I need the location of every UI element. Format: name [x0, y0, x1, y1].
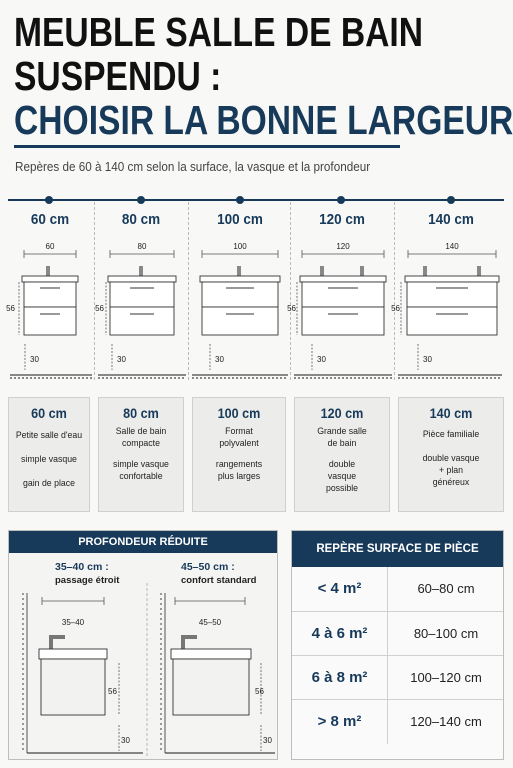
title-line-1: MEUBLE SALLE DE BAIN	[14, 9, 424, 55]
surface-area: 6 à 8 m²	[292, 656, 388, 700]
dim-gap-text: 30	[215, 355, 224, 364]
surface-range: 100–120 cm	[410, 670, 482, 685]
title-underline	[14, 145, 400, 148]
dim-width-text: 80	[137, 242, 147, 251]
dim-gap-text: 30	[30, 355, 39, 364]
width-label-100: 100 cm	[217, 211, 263, 228]
depth-left-sub: passage étroit	[55, 575, 120, 586]
timeline-dot	[45, 196, 53, 204]
depth-left-gap: 30	[121, 736, 130, 745]
card-60	[8, 397, 90, 512]
timeline-dot	[447, 196, 455, 204]
surface-range: 60–80 cm	[417, 581, 475, 596]
card-line: gain de place	[22, 478, 76, 489]
table-row	[292, 655, 503, 699]
column-separator	[188, 202, 189, 380]
card-line: double vasque + plan généreux	[422, 453, 480, 488]
depth-right-gap: 30	[263, 736, 272, 745]
card-line: Salle de bain compacte	[115, 426, 167, 449]
timeline-dot	[337, 196, 345, 204]
dim-height-text: 56	[95, 304, 104, 313]
card-line: simple vasque	[21, 454, 77, 465]
depth-header: PROFONDEUR RÉDUITE	[9, 531, 277, 553]
width-label-120: 120 cm	[319, 211, 365, 228]
card-line: double vasque possible	[325, 459, 359, 494]
card-100	[192, 397, 286, 512]
surface-table	[291, 530, 504, 760]
cabinet-diagram-80	[96, 236, 188, 382]
table-row	[292, 611, 503, 655]
depth-right-height: 56	[255, 687, 264, 696]
card-140	[398, 397, 504, 512]
width-label-140: 140 cm	[428, 211, 474, 228]
width-label-80: 80 cm	[121, 211, 161, 228]
column-separator	[394, 202, 395, 380]
depth-panel	[8, 530, 278, 760]
depth-right-title: 45–50 cm :	[181, 561, 235, 573]
surface-range: 80–100 cm	[413, 626, 479, 641]
dim-gap-text: 30	[423, 355, 432, 364]
subtitle: Repères de 60 à 140 cm selon la surface, la vasque et la profondeur	[15, 159, 371, 174]
card-line: rangements plus larges	[215, 459, 263, 482]
dim-gap-text: 30	[117, 355, 126, 364]
dim-height-text: 56	[6, 304, 15, 313]
cabinet-diagram-120	[287, 236, 394, 382]
card-line: simple vasque confortable	[113, 459, 169, 482]
table-row	[292, 567, 503, 611]
surface-area: > 8 m²	[292, 700, 388, 744]
dim-width-text: 120	[336, 242, 350, 251]
card-line: Petite salle d'eau	[15, 430, 83, 441]
dim-width-text: 140	[445, 242, 459, 251]
title-line-3: CHOISIR LA BONNE LARGEUR	[14, 97, 513, 143]
width-timeline	[8, 199, 504, 201]
dim-gap-text: 30	[317, 355, 326, 364]
card-title: 80 cm	[123, 405, 159, 421]
depth-left-height: 56	[108, 687, 117, 696]
cabinet-diagram-100	[190, 236, 290, 382]
card-line: Grande salle de bain	[317, 426, 367, 449]
card-title: 120 cm	[320, 405, 364, 421]
surface-area: < 4 m²	[292, 567, 388, 611]
width-label-60: 60 cm	[30, 211, 70, 228]
timeline-dot	[236, 196, 244, 204]
depth-left-title: 35–40 cm :	[55, 561, 109, 573]
column-separator	[94, 202, 95, 380]
surface-header: REPÈRE SURFACE DE PIÈCE	[292, 531, 503, 567]
table-row	[292, 699, 503, 743]
card-title: 60 cm	[31, 405, 67, 421]
card-80	[98, 397, 184, 512]
surface-area: 4 à 6 m²	[292, 612, 388, 656]
cabinet-diagram-60	[8, 236, 94, 382]
card-120	[294, 397, 390, 512]
dim-height-text: 56	[391, 304, 400, 313]
timeline-dot	[137, 196, 145, 204]
dim-width-text: 60	[45, 242, 55, 251]
cabinet-diagram-140	[391, 236, 504, 382]
depth-left-dim: 35–40	[61, 618, 85, 627]
dim-width-text: 100	[233, 242, 247, 251]
dim-height-text: 56	[287, 304, 296, 313]
card-line: Pièce familiale	[422, 429, 480, 440]
card-title: 140 cm	[429, 405, 473, 421]
depth-right-sub: confort standard	[181, 575, 257, 586]
depth-right-dim: 45–50	[198, 618, 222, 627]
column-separator	[290, 202, 291, 380]
depth-diagrams	[9, 553, 277, 759]
card-line: Format polyvalent	[219, 426, 259, 449]
card-title: 100 cm	[217, 405, 261, 421]
surface-range: 120–140 cm	[410, 714, 482, 729]
title-line-2: SUSPENDU :	[14, 53, 222, 99]
